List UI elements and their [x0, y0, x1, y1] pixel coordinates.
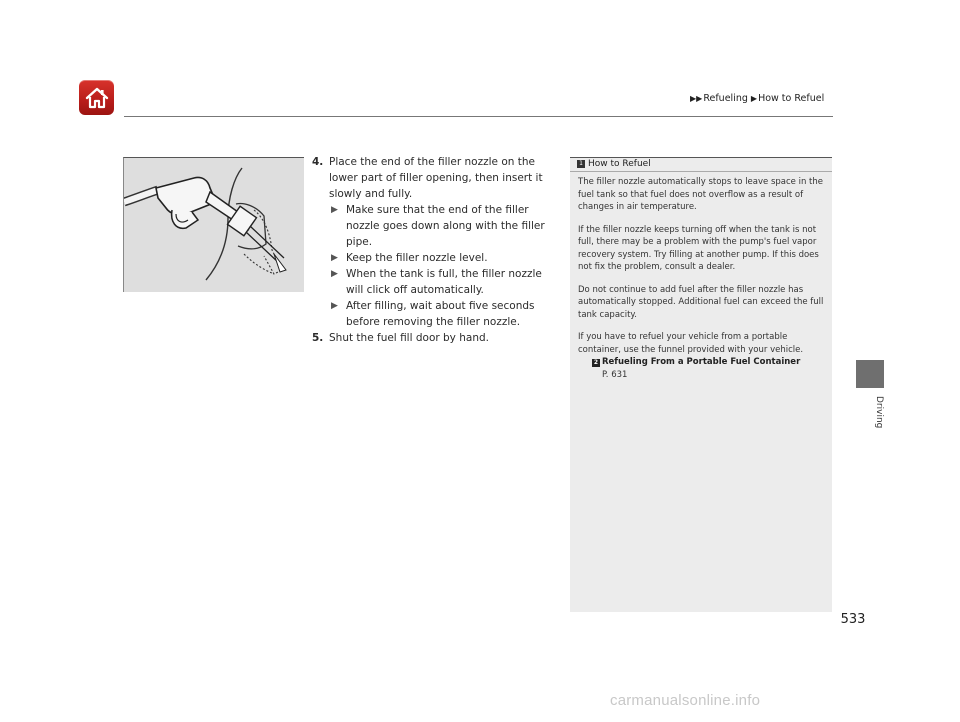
section-tab-label[interactable]: Driving: [874, 395, 884, 429]
breadcrumb-item-how-to-refuel[interactable]: How to Refuel: [758, 93, 825, 104]
arrow-bullet-icon: ▶: [331, 205, 338, 215]
substep-text: After filling, wait about five seconds before removing the filler nozzle.: [346, 300, 535, 328]
home-icon: [84, 86, 110, 110]
reference-arrow-icon: 2: [593, 359, 599, 366]
note-paragraph: The filler nozzle automatically stops to leave space in the fuel tank so that fuel does not overflow as a result of changes in air temperature.: [578, 177, 823, 212]
header-divider: [124, 116, 833, 117]
substep: [329, 250, 562, 266]
step-number: 4.: [312, 156, 324, 168]
breadcrumb-arrow-icon: ▶▶: [690, 94, 703, 103]
note-body: [570, 172, 832, 381]
note-paragraph: Do not continue to add fuel after the filler nozzle has automatically stopped. Additional fuel can exceed the full tank capacity.: [578, 284, 824, 320]
arrow-bullet-icon: ▶: [331, 301, 338, 311]
note-title: [570, 158, 832, 172]
watermark: carmanualsonline.info: [610, 692, 761, 709]
note-box: [570, 157, 832, 612]
step-text: Place the end of the filler nozzle on the lower part of filler opening, then insert it slowly and fully.: [329, 156, 543, 200]
step-5: [312, 330, 562, 346]
filler-nozzle-illustration: [123, 157, 304, 292]
note-paragraph: If the filler nozzle keeps turning off when the tank is not full, there may be a problem with the pump's fuel vapor recovery system. Try filling at another pump. If this does not fix the problem, consult a dealer.: [578, 224, 819, 272]
breadcrumb: [690, 93, 824, 104]
home-button[interactable]: [79, 80, 114, 115]
step-4: [312, 154, 562, 202]
cross-reference-page[interactable]: P. 631: [602, 369, 628, 380]
cross-reference-link[interactable]: [578, 356, 824, 369]
substep: [329, 298, 562, 330]
step-number: 5.: [312, 332, 324, 344]
substep-text: When the tank is full, the filler nozzle will click off automatically.: [346, 268, 542, 296]
arrow-bullet-icon: ▶: [331, 269, 338, 279]
step-text: Shut the fuel fill door by hand.: [329, 332, 489, 344]
note-marker-icon: 1: [577, 160, 585, 168]
cross-reference-text[interactable]: Refueling From a Portable Fuel Container: [602, 357, 801, 367]
section-tab-marker[interactable]: [856, 360, 884, 388]
substep: [329, 266, 562, 298]
note-title-text: How to Refuel: [588, 159, 651, 169]
note-paragraph: If you have to refuel your vehicle from a portable container, use the funnel provided with your vehicle.: [578, 332, 804, 355]
refuel-instructions: [312, 154, 562, 346]
substep-text: Keep the filler nozzle level.: [346, 252, 488, 264]
breadcrumb-item-refueling[interactable]: Refueling: [703, 93, 748, 104]
substep-text: Make sure that the end of the filler nozzle goes down along with the filler pipe.: [346, 204, 545, 248]
arrow-bullet-icon: ▶: [331, 253, 338, 263]
page-number: 533: [840, 612, 866, 627]
substep: [329, 202, 562, 250]
breadcrumb-arrow-icon: ▶: [750, 94, 758, 103]
